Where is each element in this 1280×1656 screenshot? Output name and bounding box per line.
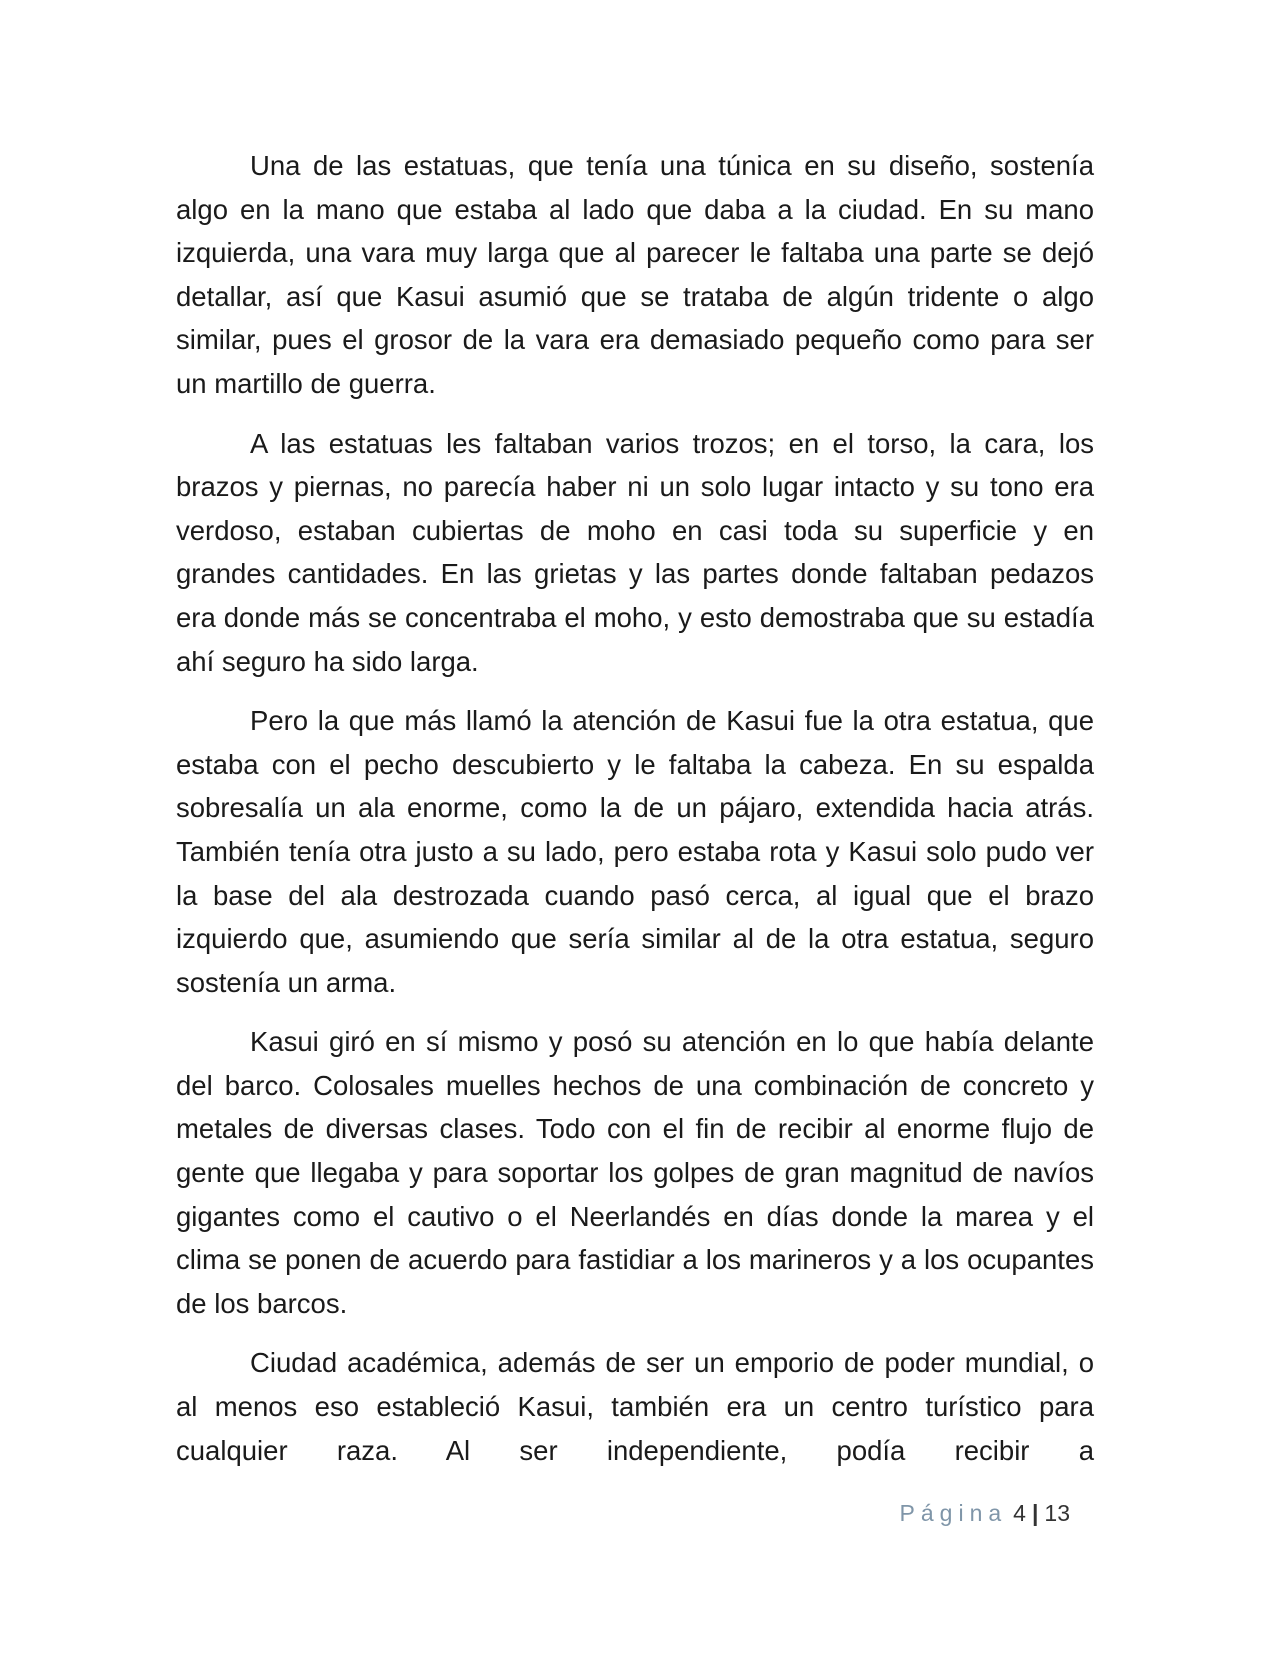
page-body: [176, 144, 1094, 1488]
page-separator: |: [1031, 1500, 1039, 1526]
paragraph-2: A las estatuas les faltaban varios trozos; en el torso, la cara, los brazos y piernas, no parecía haber ni un solo lugar intacto y su tono era verdoso, estaban cubiertas de moho en casi toda su superficie y en grandes cantidades. En las grietas y las partes donde faltaban pedazos era donde más se concentraba el moho, y esto demostraba que su estadía ahí seguro ha sido larga.: [176, 427, 1094, 677]
page-number: 4: [1013, 1500, 1026, 1526]
paragraph-5: Ciudad académica, además de ser un emporio de poder mundial, o al menos eso estableció Kasui, también era un centro turístico para cualquier raza. Al ser independiente, podía recibir a: [176, 1347, 1094, 1466]
page-total: 13: [1044, 1500, 1070, 1526]
page-label: Página: [899, 1500, 1008, 1526]
paragraph-4: Kasui giró en sí mismo y posó su atención en lo que había delante del barco. Colosales muelles hechos de una combinación de concreto y metales de diversas clases. Todo con el fin de recibir al enorme flujo de gente que llegaba y para soportar los golpes de gran magnitud de navíos gigantes como el cautivo o el Neerlandés en días donde la marea y el clima se ponen de acuerdo para fastidiar a los marineros y a los ocupantes de los barcos.: [176, 1026, 1094, 1319]
paragraph-3: Pero la que más llamó la atención de Kasui fue la otra estatua, que estaba con el pecho descubierto y le faltaba la cabeza. En su espalda sobresalía un ala enorme, como la de un pájaro, extendida hacia atrás. También tenía otra justo a su lado, pero estaba rota y Kasui solo pudo ver la base del ala destrozada cuando pasó cerca, al igual que el brazo izquierdo que, asumiendo que sería similar al de la otra estatua, seguro sostenía un arma.: [176, 705, 1094, 998]
page-footer: [900, 1498, 1070, 1528]
paragraph-1: Una de las estatuas, que tenía una túnica en su diseño, sostenía algo en la mano que estaba al lado que daba a la ciudad. En su mano izquierda, una vara muy larga que al parecer le faltaba una parte se dejó detallar, así que Kasui asumió que se trataba de algún tridente o algo similar, pues el grosor de la vara era demasiado pequeño como para ser un martillo de guerra.: [176, 150, 1094, 399]
